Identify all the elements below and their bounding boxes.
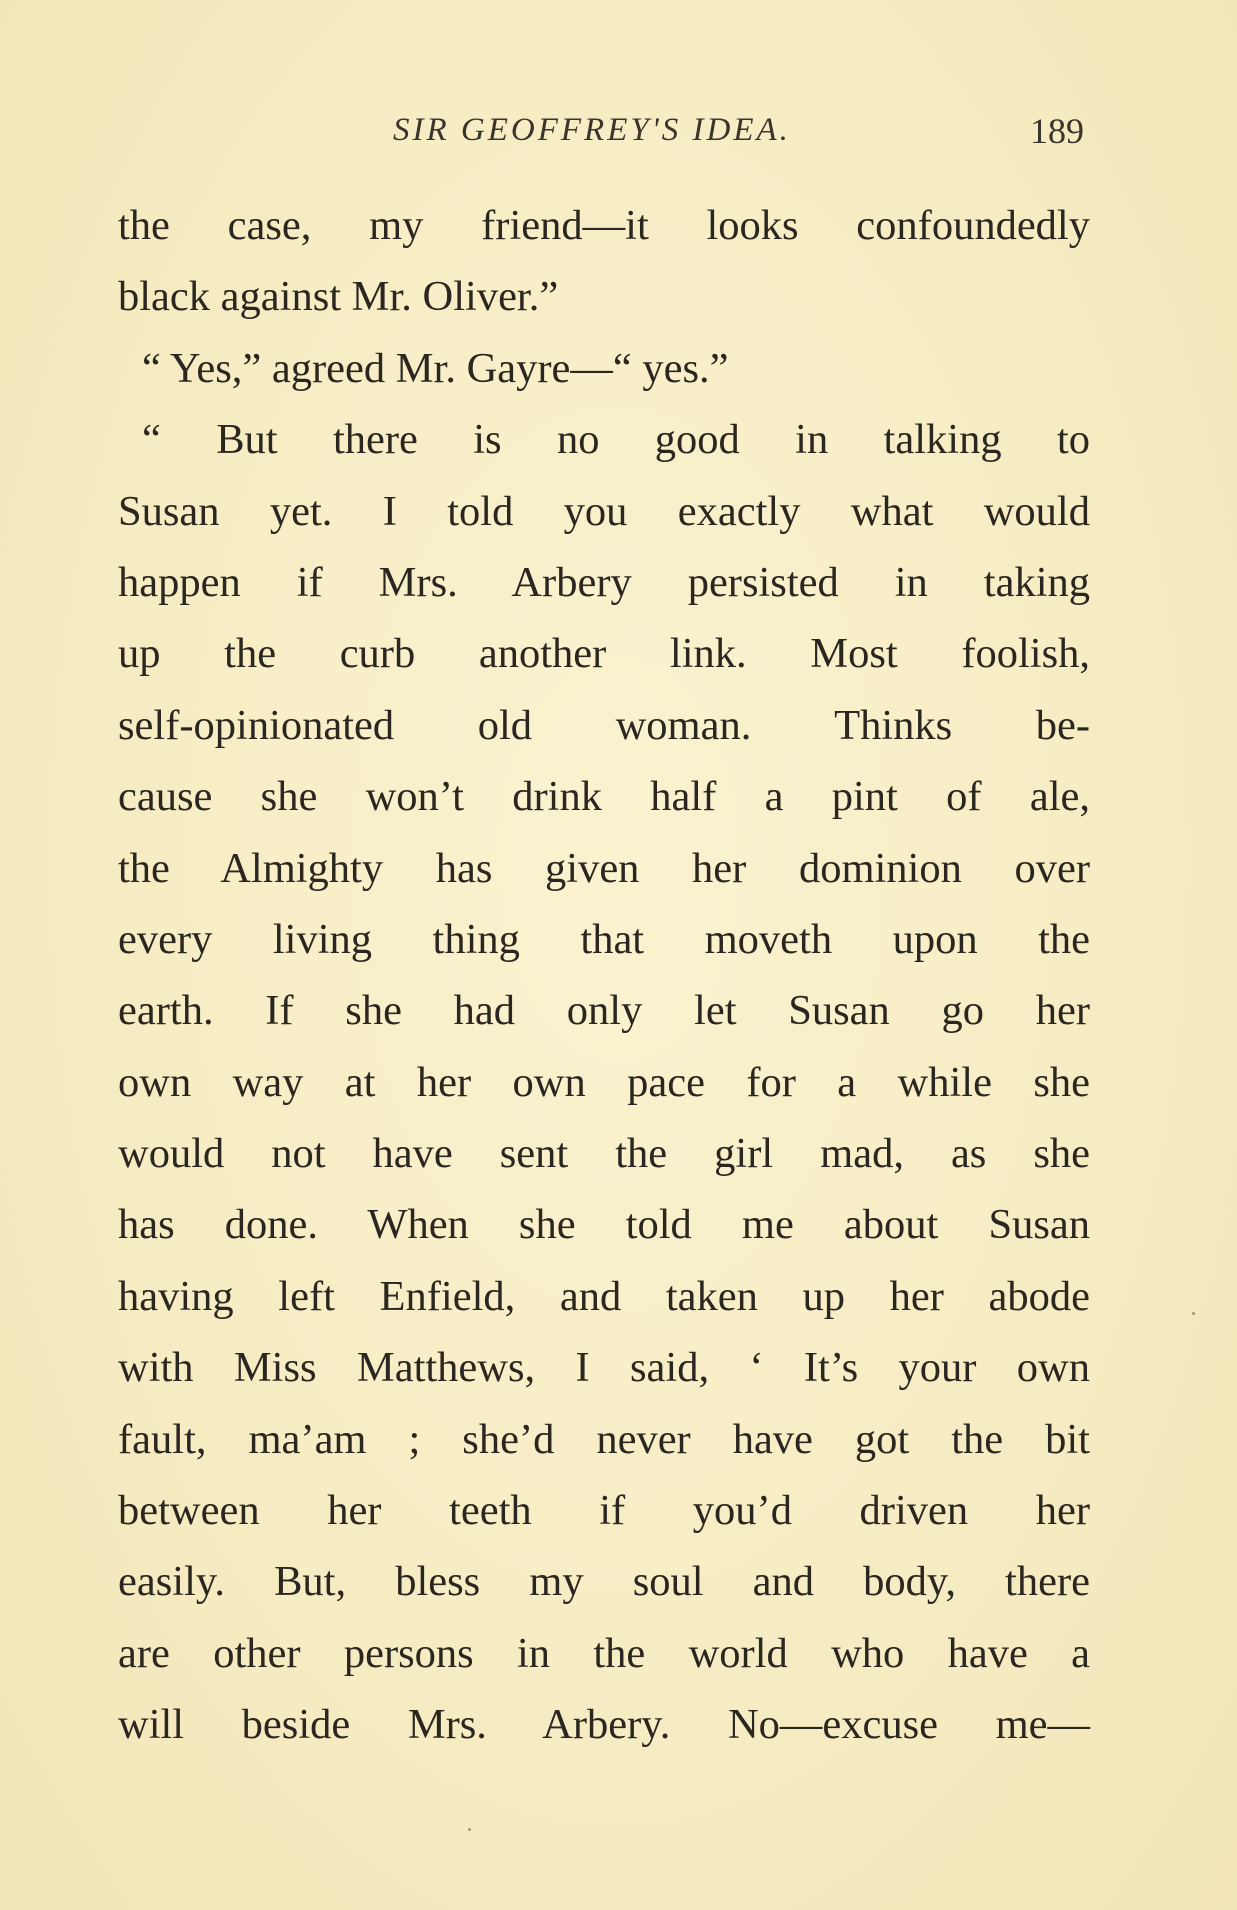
text-line: will beside Mrs. Arbery. No—excuse me— xyxy=(118,1701,1090,1749)
text-line: self-opinionated old woman. Thinks be- xyxy=(118,701,1090,749)
text-line: black against Mr. Oliver.” xyxy=(118,273,559,321)
text-line: with Miss Matthews, I said, ‘ It’s your own xyxy=(118,1344,1090,1392)
text-line: having left Enfield, and taken up her abode xyxy=(118,1272,1090,1320)
text-line: up the curb another link. Most foolish, xyxy=(118,630,1090,678)
text-line: easily. But, bless my soul and body, there xyxy=(118,1558,1090,1606)
text-line: would not have sent the girl mad, as she xyxy=(118,1130,1090,1178)
text-line: every living thing that moveth upon the xyxy=(118,915,1090,963)
text-line: Susan yet. I told you exactly what would xyxy=(118,487,1090,535)
text-line: the Almighty has given her dominion over xyxy=(118,844,1090,892)
paper-speck xyxy=(1192,1312,1195,1315)
text-line: own way at her own pace for a while she xyxy=(118,1058,1090,1106)
text-line: has done. When she told me about Susan xyxy=(118,1201,1090,1249)
text-line: are other persons in the world who have a xyxy=(118,1629,1090,1677)
text-line: fault, ma’am ; she’d never have got the bit xyxy=(118,1415,1090,1463)
text-line: “ Yes,” agreed Mr. Gayre—“ yes.” xyxy=(142,344,729,392)
text-line: between her teeth if you’d driven her xyxy=(118,1487,1090,1535)
running-title: SIR GEOFFREY'S IDEA. xyxy=(393,112,791,148)
text-line: cause she won’t drink half a pint of ale, xyxy=(118,773,1090,821)
body-text xyxy=(118,190,1090,1761)
text-line: “ But there is no good in talking to xyxy=(142,416,1090,464)
running-head xyxy=(0,112,1237,152)
text-line: happen if Mrs. Arbery persisted in taking xyxy=(118,558,1090,606)
paper-speck xyxy=(468,1828,471,1831)
text-line: earth. If she had only let Susan go her xyxy=(118,987,1090,1035)
text-line: the case, my friend—it looks confoundedly xyxy=(118,202,1090,249)
page-number: 189 xyxy=(1030,111,1084,151)
